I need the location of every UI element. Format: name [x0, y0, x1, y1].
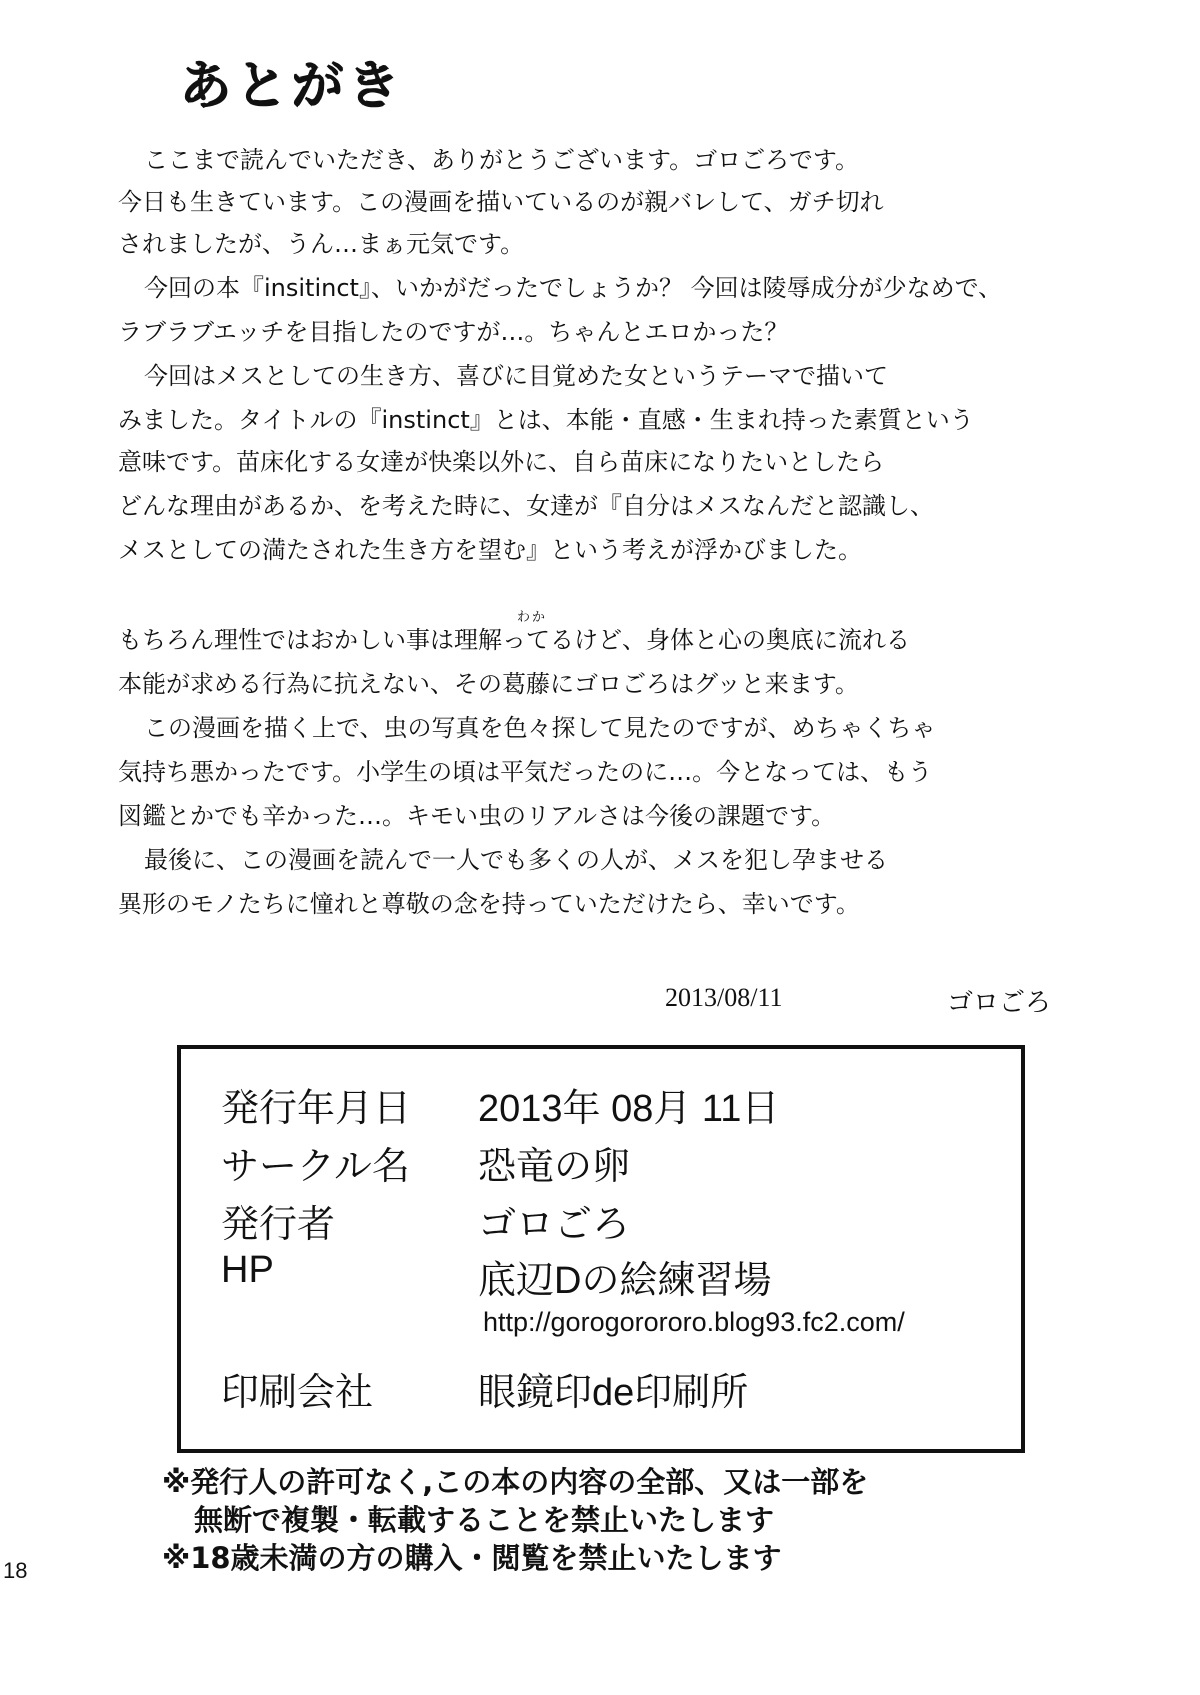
signature-date: 2013/08/11: [665, 983, 783, 1012]
paragraph-line: どんな理由があるか、を考えた時に、女達が『自分はメスなんだと認識し、: [118, 492, 934, 520]
colophon-value: 底辺Dの絵練習場: [478, 1260, 772, 1302]
paragraph-line: ここまで読んでいただき、ありがとうございます。ゴロごろです。: [144, 146, 859, 174]
paragraph-line: もちろん理性ではおかしい事は理解ってるけど、身体と心の奥底に流れる: [118, 626, 910, 654]
colophon-label: HP: [221, 1249, 274, 1291]
colophon-value: ゴロごろ: [478, 1204, 631, 1246]
colophon-label: 印刷会社: [221, 1372, 374, 1414]
paragraph-line: メスとしての満たされた生き方を望む』という考えが浮かびました。: [118, 536, 862, 564]
colophon-label: サークル名: [221, 1146, 410, 1188]
paragraph-line: 気持ち悪かったです。小学生の頃は平気だったのに…。今となっては、もう: [118, 758, 933, 786]
paragraph-line: この漫画を描く上で、虫の写真を色々探して見たのですが、めちゃくちゃ: [144, 714, 936, 742]
paragraph-line: 今日も生きています。この漫画を描いているのが親バレして、ガチ切れ: [118, 188, 884, 216]
paragraph-line: 最後に、この漫画を読んで一人でも多くの人が、メスを犯し孕ませる: [144, 846, 888, 874]
colophon-value: 恐竜の卵: [478, 1146, 631, 1188]
colophon-value: 眼鏡印de印刷所: [478, 1372, 749, 1414]
copyright-note: ※発行人の許可なく,この本の内容の全部、又は一部を: [162, 1465, 869, 1499]
paragraph-line: ラブラブエッチを目指したのですが…。ちゃんとエロかった？: [118, 318, 789, 346]
colophon-value: 2013年 08月 11日: [478, 1088, 780, 1130]
paragraph-line: されましたが、うん…まぁ元気です。: [118, 230, 525, 258]
paragraph-line: 意味です。苗床化する女達が快楽以外に、自ら苗床になりたいとしたら: [118, 448, 885, 476]
paragraph-line: 今回はメスとしての生き方、喜びに目覚めた女というテーマで描いて: [144, 362, 888, 390]
paragraph-line: みました。タイトルの『instinct』とは、本能・直感・生まれ持った素質という: [118, 406, 974, 434]
furigana: わか: [517, 610, 548, 625]
page-title: [180, 52, 410, 122]
page-number: 18: [3, 1558, 28, 1583]
colophon-box: [177, 1045, 1025, 1453]
title-text: あとがき: [180, 57, 405, 117]
homepage-url: http://gorogorororo.blog93.fc2.com/: [483, 1307, 905, 1337]
paragraph-line: 今回の本『insitinct』、いかがだったでしょうか？ 今回は陵辱成分が少なめで、: [144, 274, 1003, 302]
paragraph-line: 図鑑とかでも辛かった…。キモい虫のリアルさは今後の課題です。: [118, 802, 836, 830]
colophon-label: 発行者: [221, 1204, 336, 1246]
age-restriction-note: ※18歳未満の方の購入・閲覧を禁止いたします: [162, 1541, 782, 1575]
paragraph-line: 異形のモノたちに憧れと尊敬の念を持っていただけたら、幸いです。: [118, 890, 860, 918]
colophon-label: 発行年月日: [221, 1088, 412, 1130]
signature-author: ゴロごろ: [947, 988, 1052, 1018]
legal-notes: [162, 1463, 868, 1577]
paragraph-line: 本能が求める行為に抗えない、その葛藤にゴロごろはグッと来ます。: [118, 670, 859, 698]
copyright-note-cont: 無断で複製・転載することを禁止いたします: [194, 1503, 775, 1537]
